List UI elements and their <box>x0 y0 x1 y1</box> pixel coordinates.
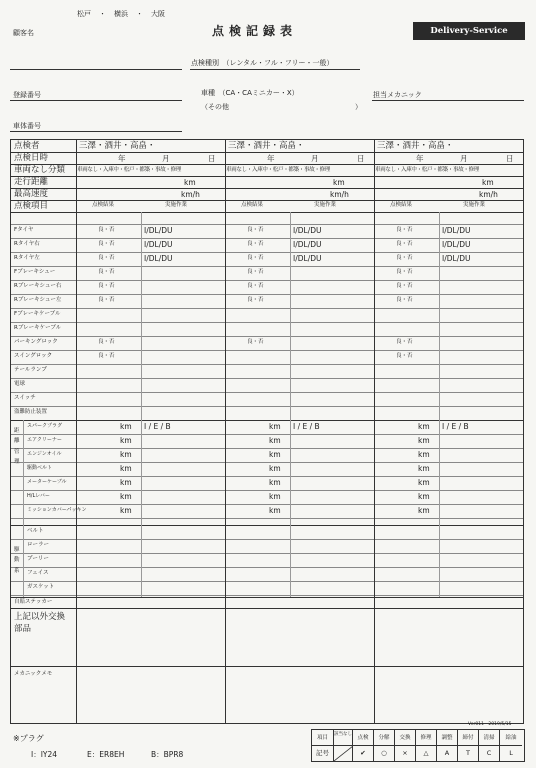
row-divider <box>11 350 523 351</box>
good-bad-mark[interactable]: 良・否 <box>247 241 264 247</box>
row-divider <box>11 176 523 177</box>
not-applicable-slash <box>334 746 353 761</box>
inspection-type-options: （レンタル・フル・フリー・一般） <box>226 59 334 67</box>
row-divider <box>11 608 523 609</box>
legend-symbol: × <box>395 746 416 761</box>
sticker-label: 自賠ステッカー <box>14 599 53 605</box>
row-divider <box>11 595 523 596</box>
section-2-speed-unit: km/h <box>330 190 349 199</box>
distance-km-unit: km <box>120 436 132 445</box>
row-divider <box>11 212 523 213</box>
legend-symbol: 記号 <box>312 746 334 761</box>
good-bad-mark[interactable]: 良・否 <box>247 297 264 303</box>
row-divider <box>11 539 523 540</box>
car-type <box>201 88 299 98</box>
legend-symbol: ✔ <box>353 746 374 761</box>
distance-km-unit: km <box>269 436 281 445</box>
legend-symbol: △ <box>416 746 437 761</box>
tire-work-options[interactable]: I/DL/DU <box>442 226 471 235</box>
distance-km-unit: km <box>269 464 281 473</box>
row-divider <box>11 252 523 253</box>
col-divider <box>225 140 226 723</box>
row-divider <box>11 462 523 463</box>
tire-work-options[interactable]: I/DL/DU <box>293 240 322 249</box>
distance-km-unit: km <box>418 436 430 445</box>
plug-title: ※プラグ <box>13 734 44 743</box>
plug-item-i: I：IY24 <box>31 750 58 759</box>
good-bad-mark[interactable]: 良・否 <box>247 339 264 345</box>
row-divider <box>11 490 523 491</box>
section-2-year: 年 <box>267 154 275 163</box>
section-2-result-header: 点検結果 <box>241 202 264 208</box>
item-row-label: Fブレーキシュー <box>14 269 56 275</box>
section-1-inspector-names[interactable]: 三澤・酒井・高畠・ <box>79 141 156 151</box>
section-1-month: 月 <box>162 154 170 163</box>
distance-km-unit: km <box>269 492 281 501</box>
top-speed-label: 最高速度 <box>14 189 49 199</box>
legend-symbol: ○ <box>374 746 395 761</box>
good-bad-mark[interactable]: 良・否 <box>396 227 413 233</box>
good-bad-mark[interactable]: 良・否 <box>98 297 115 303</box>
section-2-mileage-unit: km <box>333 178 345 187</box>
legend-cell: 点検 <box>353 730 374 746</box>
distance-row-label: エアクリーナー <box>27 437 62 443</box>
section-2-work-header: 実施作業 <box>314 202 337 208</box>
item-row-label: Fタイヤ <box>14 227 34 233</box>
item-row-label: 盗難防止装置 <box>14 409 48 415</box>
tire-work-options[interactable]: I/DL/DU <box>293 254 322 263</box>
col-divider <box>290 212 291 597</box>
customer-label: 顧客名 <box>13 29 34 37</box>
tire-work-options[interactable]: I/DL/DU <box>293 226 322 235</box>
row-divider <box>11 164 523 165</box>
distance-km-unit: km <box>418 422 430 431</box>
row-divider <box>11 308 523 309</box>
good-bad-mark[interactable]: 良・否 <box>98 283 115 289</box>
good-bad-mark[interactable]: 良・否 <box>396 255 413 261</box>
mechanic-label: 担当メカニック <box>373 91 422 99</box>
distance-km-unit: km <box>120 492 132 501</box>
good-bad-mark[interactable]: 良・否 <box>98 241 115 247</box>
inspection-type-line[interactable] <box>190 69 360 70</box>
distance-km-unit: km <box>120 478 132 487</box>
section-2-vehicle-class[interactable]: 車両なし・入庫中・松戸・都築・事故・修理 <box>226 167 331 173</box>
mileage-label: 走行距離 <box>14 177 49 187</box>
good-bad-mark[interactable]: 良・否 <box>396 241 413 247</box>
col-divider <box>23 420 24 597</box>
good-bad-mark[interactable]: 良・否 <box>98 269 115 275</box>
section-1-day: 日 <box>208 154 216 163</box>
good-bad-mark[interactable]: 良・否 <box>396 339 413 345</box>
plug-item-b: B：BPR8 <box>151 750 184 759</box>
good-bad-mark[interactable]: 良・否 <box>247 255 264 261</box>
distance-row-label: スパークプラグ <box>27 423 63 429</box>
distance-km-unit: km <box>418 506 430 515</box>
inspection-type-label: 点検種別 <box>191 59 219 67</box>
legend-cell: 分解 <box>374 730 395 746</box>
row-divider <box>11 525 523 526</box>
parts-label: 上記以外交換部品 <box>14 612 66 635</box>
legend-cell: 給油 <box>500 730 522 746</box>
legend-symbol: A <box>437 746 458 761</box>
section-1-result-header: 点検結果 <box>92 202 115 208</box>
legend-cell: 項目 <box>312 730 334 746</box>
distance-km-unit: km <box>269 422 281 431</box>
mechanic-line[interactable] <box>372 100 524 101</box>
legend-symbol: T <box>458 746 479 761</box>
row-divider <box>11 364 523 365</box>
distance-km-unit: km <box>418 464 430 473</box>
drive-group-label: 駆動系 <box>14 547 20 574</box>
city-osaka: 大阪 <box>151 10 165 18</box>
section-3-vehicle-class[interactable]: 車両なし・入庫中・松戸・都築・事故・修理 <box>375 167 480 173</box>
chassis-line[interactable] <box>10 131 182 132</box>
legend-cell: 修理 <box>416 730 437 746</box>
legend-symbol: L <box>509 749 513 757</box>
section-3-day: 日 <box>506 154 514 163</box>
legend-cell: 該当なし <box>334 730 353 746</box>
brand-badge: Delivery-Service <box>413 22 525 40</box>
distance-km-unit: km <box>269 478 281 487</box>
plug-work-options[interactable]: I / E / B <box>144 422 171 431</box>
row-divider <box>11 392 523 393</box>
row-divider <box>11 476 523 477</box>
section-3-year: 年 <box>416 154 424 163</box>
good-bad-mark[interactable]: 良・否 <box>247 227 264 233</box>
distance-km-unit: km <box>418 478 430 487</box>
distance-km-unit: km <box>418 450 430 459</box>
customer-line[interactable] <box>10 69 182 70</box>
section-3-speed-unit: km/h <box>479 190 498 199</box>
distance-km-unit: km <box>120 464 132 473</box>
good-bad-mark[interactable]: 良・否 <box>98 353 115 359</box>
city-matsudo: 松戸 <box>77 10 91 18</box>
row-divider <box>11 518 523 519</box>
drive-row-label: ローラー <box>27 542 50 548</box>
section-2-inspector-names[interactable]: 三澤・酒井・高畠・ <box>228 141 305 151</box>
distance-row-label: H/Lレバー <box>27 493 50 499</box>
section-1-vehicle-class[interactable]: 車両なし・入庫中・松戸・都築・事故・修理 <box>77 167 182 173</box>
row-divider <box>11 420 523 421</box>
section-1-year: 年 <box>118 154 126 163</box>
plug-work-options[interactable]: I / E / B <box>442 422 469 431</box>
item-row-label: Rタイヤ右 <box>14 241 40 247</box>
car-type-label: 車種 <box>201 89 215 97</box>
tire-work-options[interactable]: I/DL/DU <box>442 240 471 249</box>
row-divider <box>11 238 523 239</box>
distance-km-unit: km <box>120 506 132 515</box>
inspection-type <box>191 58 334 68</box>
items-label: 点検項目 <box>14 201 49 211</box>
item-row-label: Rブレーキシュー右 <box>14 283 62 289</box>
chassis-label: 車体番号 <box>13 122 41 130</box>
section-3-inspector-names[interactable]: 三澤・酒井・高畠・ <box>377 141 454 151</box>
city-yokohama: 横浜 <box>114 10 128 18</box>
row-divider <box>11 266 523 267</box>
drive-row-label: フェイス <box>27 570 49 576</box>
good-bad-mark[interactable]: 良・否 <box>98 227 115 233</box>
distance-km-unit: km <box>418 492 430 501</box>
good-bad-mark[interactable]: 良・否 <box>396 297 413 303</box>
item-row-label: Fブレーキケーブル <box>14 311 61 317</box>
row-divider <box>11 581 523 582</box>
plug-item-e: E：ER8EH <box>87 750 125 759</box>
distance-km-unit: km <box>269 450 281 459</box>
distance-km-unit: km <box>120 422 132 431</box>
good-bad-mark[interactable]: 良・否 <box>396 269 413 275</box>
item-row-label: Rブレーキシュー左 <box>14 297 62 303</box>
item-row-label: テールランプ <box>14 367 47 373</box>
section-2-month: 月 <box>311 154 319 163</box>
item-row-label: 電球 <box>14 381 26 387</box>
col-divider <box>374 140 375 723</box>
col-divider <box>141 212 142 597</box>
item-row-label: スイングロック <box>14 353 53 359</box>
vehicle-class-label: 車両なし分類 <box>14 165 66 175</box>
good-bad-mark[interactable]: 良・否 <box>396 283 413 289</box>
office-list: 松戸 ・ 横浜 ・ 大阪 <box>77 10 165 18</box>
good-bad-mark[interactable]: 良・否 <box>247 283 264 289</box>
section-3-month: 月 <box>460 154 468 163</box>
row-divider <box>11 336 523 337</box>
distance-km-unit: km <box>120 450 132 459</box>
distance-group-label: 距離管理 <box>14 428 20 466</box>
row-divider <box>11 200 523 201</box>
row-divider <box>11 567 523 568</box>
legend-cell: 清掃 <box>479 730 500 746</box>
legend-cell: 締付 <box>458 730 479 746</box>
row-divider <box>11 666 523 667</box>
col-divider <box>439 212 440 597</box>
row-divider <box>11 322 523 323</box>
date-label: 点検日時 <box>14 153 49 163</box>
tire-work-options[interactable]: I/DL/DU <box>144 254 173 263</box>
plug-work-options[interactable]: I / E / B <box>293 422 320 431</box>
tire-work-options[interactable]: I/DL/DU <box>144 226 173 235</box>
row-divider <box>11 553 523 554</box>
reg-no-line[interactable] <box>10 100 182 101</box>
section-3-result-header: 点検結果 <box>390 202 413 208</box>
drive-row-label: ベルト <box>27 528 44 534</box>
row-divider <box>11 597 523 598</box>
memo-label: メカニックメモ <box>14 671 53 677</box>
good-bad-mark[interactable]: 良・否 <box>98 255 115 261</box>
item-row-label: Rブレーキケーブル <box>14 325 62 331</box>
tire-work-options[interactable]: I/DL/DU <box>144 240 173 249</box>
inspector-label: 点検者 <box>14 141 40 151</box>
distance-row-label: ミッションカバーパッキン <box>27 507 87 513</box>
section-3-mileage-unit: km <box>482 178 494 187</box>
row-divider <box>11 188 523 189</box>
drive-row-label: プーリー <box>27 556 49 562</box>
row-divider <box>11 378 523 379</box>
good-bad-mark[interactable]: 良・否 <box>396 353 413 359</box>
distance-km-unit: km <box>269 506 281 515</box>
legend-cell: 交換 <box>395 730 416 746</box>
good-bad-mark[interactable]: 良・否 <box>247 269 264 275</box>
legend-cell: 調整 <box>437 730 458 746</box>
row-divider <box>11 294 523 295</box>
distance-row-label: 駆動ベルト <box>27 465 53 471</box>
row-divider <box>11 280 523 281</box>
row-divider <box>11 434 523 435</box>
item-row-label: パーキングロック <box>14 339 58 345</box>
page-title: 点検記録表 <box>212 24 298 38</box>
car-type-options: （CA・CAミニカー・X） <box>222 89 299 97</box>
col-divider <box>76 140 77 723</box>
row-divider <box>11 152 523 153</box>
version-date: Ver011 2019/5/15 <box>468 722 512 727</box>
distance-row-label: エンジンオイル <box>27 451 62 457</box>
inspection-table <box>10 139 524 724</box>
row-divider <box>11 448 523 449</box>
row-divider <box>11 504 523 505</box>
section-1-mileage-unit: km <box>184 178 196 187</box>
drive-row-label: ガスケット <box>27 584 55 590</box>
section-1-speed-unit: km/h <box>181 190 200 199</box>
item-row-label: Rタイヤ左 <box>14 255 40 261</box>
reg-no-label: 登録番号 <box>13 91 41 99</box>
section-1-work-header: 実施作業 <box>165 202 188 208</box>
row-divider <box>11 224 523 225</box>
section-3-work-header: 実施作業 <box>463 202 486 208</box>
car-type-other: （その他 ） <box>201 103 362 111</box>
tire-work-options[interactable]: I/DL/DU <box>442 254 471 263</box>
item-row-label: スイッチ <box>14 395 36 401</box>
good-bad-mark[interactable]: 良・否 <box>98 339 115 345</box>
symbol-legend <box>311 729 525 762</box>
distance-row-label: メーターケーブル <box>27 479 67 485</box>
legend-symbol: C <box>479 746 500 761</box>
section-2-day: 日 <box>357 154 365 163</box>
row-divider <box>11 406 523 407</box>
